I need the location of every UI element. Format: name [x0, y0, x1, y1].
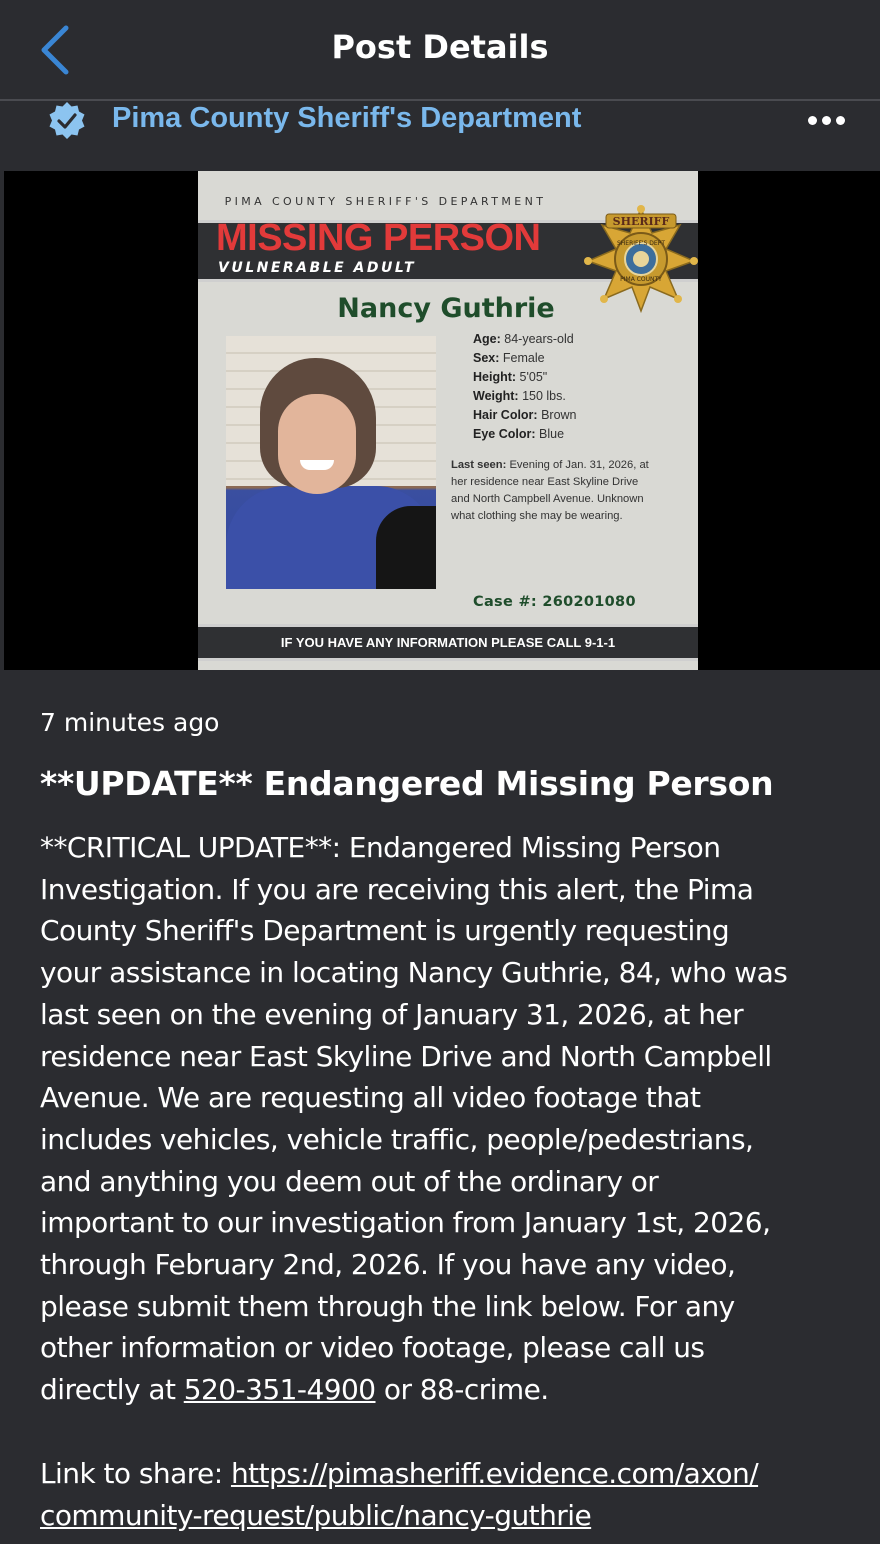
poster-person-name: Nancy Guthrie	[337, 293, 555, 324]
post-title: **UPDATE** Endangered Missing Person	[40, 764, 774, 803]
body-line: other information or video footage, please call us	[40, 1331, 705, 1365]
share-url-link-continued[interactable]: community-request/public/nancy-guthrie	[40, 1498, 592, 1532]
body-line: important to our investigation from January 1st, 2026,	[40, 1206, 771, 1240]
body-line: residence near East Skyline Drive and North Campbell	[40, 1039, 772, 1073]
poster-case-number: Case #: 260201080	[473, 594, 636, 610]
more-options-button[interactable]	[798, 108, 854, 132]
body-line: your assistance in locating Nancy Guthrie, 84, who was	[40, 956, 788, 990]
share-link-block	[40, 1453, 850, 1536]
poster-facts	[473, 330, 577, 444]
badge-text: SHERIFF	[612, 215, 670, 228]
verified-check-icon	[46, 100, 88, 142]
poster-headline: MISSING PERSON	[216, 217, 541, 259]
body-line: and anything you deem out of the ordinary or	[40, 1164, 659, 1198]
more-horizontal-icon	[836, 116, 845, 125]
page-title: Post Details	[331, 28, 549, 66]
post-body	[40, 827, 840, 1411]
share-label: Link to share:	[40, 1457, 231, 1490]
body-line: **CRITICAL UPDATE**: Endangered Missing Person	[40, 831, 721, 864]
poster-call-bar: IF YOU HAVE ANY INFORMATION PLEASE CALL 9-1-1	[198, 624, 698, 661]
more-horizontal-icon	[822, 116, 831, 125]
poster-department: PIMA COUNTY SHERIFF'S DEPARTMENT	[224, 195, 547, 208]
fact-row: Sex: Female	[473, 351, 545, 365]
author-name-link[interactable]: Pima County Sheriff's Department	[112, 102, 582, 134]
missing-person-poster[interactable]	[198, 171, 698, 670]
body-line: Investigation. If you are receiving this alert, the Pima	[40, 872, 754, 906]
fact-row: Eye Color: Blue	[473, 427, 565, 441]
post-timestamp: 7 minutes ago	[40, 708, 220, 737]
fact-row: Weight: 150 lbs.	[473, 389, 566, 403]
body-line: please submit them through the link below. For any	[40, 1289, 735, 1323]
poster-last-seen: Last seen: Evening of Jan. 31, 2026, at her residence near East Skyline Drive and North Campbell Avenue. Unknown what clothing she may be wearing.	[451, 459, 649, 522]
body-line: directly at 520-351-4900 or 88-crime.	[40, 1373, 549, 1407]
body-line: through February 2nd, 2026. If you have any video,	[40, 1248, 736, 1282]
share-url-link[interactable]: https://pimasheriff.evidence.com/axon/	[230, 1457, 759, 1490]
top-bar	[0, 0, 880, 100]
phone-link[interactable]: 520-351-4900	[183, 1373, 376, 1407]
more-horizontal-icon	[808, 116, 817, 125]
poster-subheadline: VULNERABLE ADULT	[218, 260, 417, 276]
body-line: Avenue. We are requesting all video footage that	[40, 1081, 701, 1115]
body-line: County Sheriff's Department is urgently requesting	[40, 914, 730, 948]
badge-ring-bottom: PIMA COUNTY	[620, 276, 662, 283]
person-photo	[226, 336, 436, 589]
fact-row: Height: 5'05"	[473, 370, 548, 384]
body-line: includes vehicles, vehicle traffic, people/pedestrians,	[40, 1122, 754, 1156]
badge-ring-top: SHERIFF'S DEPT	[616, 240, 666, 247]
fact-row: Hair Color: Brown	[473, 408, 577, 422]
body-line: last seen on the evening of January 31, 2026, at her	[40, 997, 744, 1031]
fact-row: Age: 84-years-old	[473, 332, 574, 346]
